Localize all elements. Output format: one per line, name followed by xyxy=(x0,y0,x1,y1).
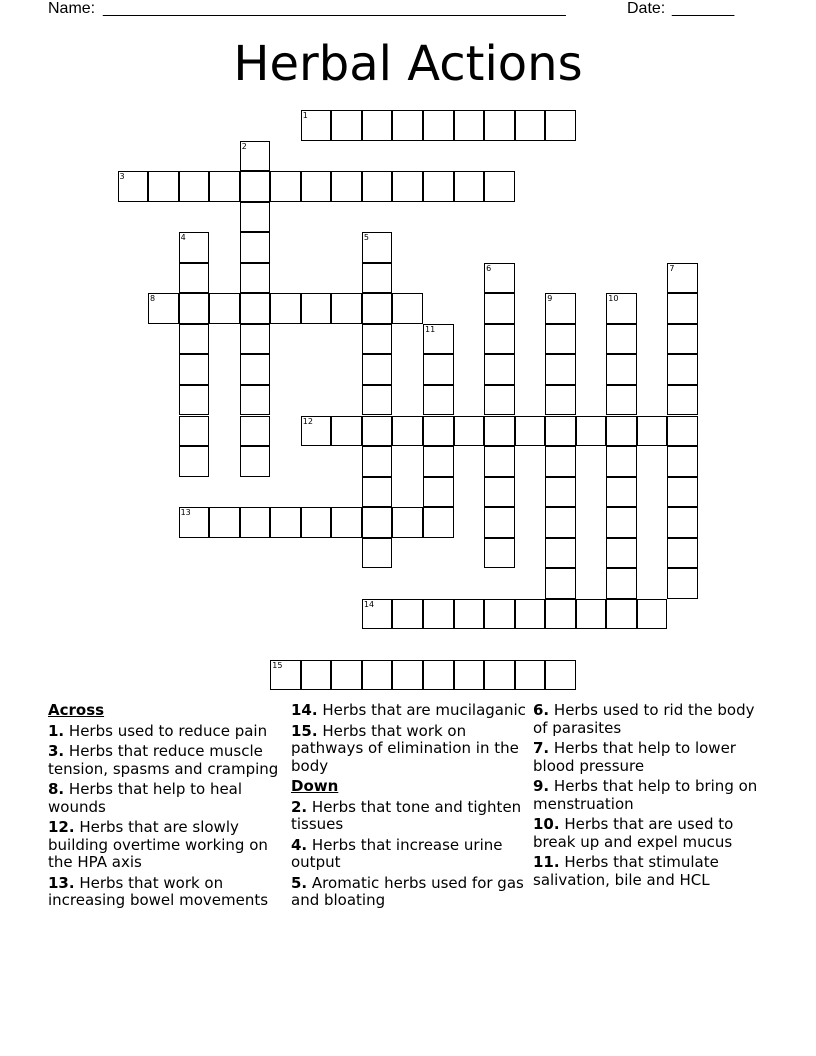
grid-cell[interactable] xyxy=(484,293,515,324)
down-heading: Down xyxy=(291,777,339,795)
grid-cell[interactable] xyxy=(362,507,393,538)
clue-across-8: 8. Herbs that help to heal wounds xyxy=(48,780,243,816)
clue-number: 14 xyxy=(363,599,375,609)
grid-cell[interactable] xyxy=(209,507,240,538)
grid-cell[interactable] xyxy=(362,599,393,630)
grid-cell[interactable] xyxy=(545,324,576,355)
grid-cell[interactable] xyxy=(515,416,546,447)
grid-cell[interactable] xyxy=(667,568,698,599)
grid-cell[interactable] xyxy=(606,293,637,324)
grid-cell[interactable] xyxy=(331,293,362,324)
grid-cell[interactable] xyxy=(606,599,637,630)
grid-cell[interactable] xyxy=(606,568,637,599)
grid-cell[interactable] xyxy=(179,446,210,477)
grid-cell[interactable] xyxy=(545,568,576,599)
clue-down-10: 10. Herbs that are used to break up and expel mucus xyxy=(533,815,734,851)
grid-cell[interactable] xyxy=(545,477,576,508)
grid-cell[interactable] xyxy=(606,477,637,508)
grid-cell[interactable] xyxy=(484,385,515,416)
grid-cell[interactable] xyxy=(240,202,271,233)
grid-cell[interactable] xyxy=(423,385,454,416)
grid-cell[interactable] xyxy=(179,354,210,385)
grid-cell[interactable] xyxy=(362,171,393,202)
grid-cell[interactable] xyxy=(606,446,637,477)
grid-cell[interactable] xyxy=(392,110,423,141)
grid-cell[interactable] xyxy=(331,110,362,141)
grid-cell[interactable] xyxy=(423,171,454,202)
grid-cell[interactable] xyxy=(240,263,271,294)
clue-across-13: 13. Herbs that work on increasing bowel movements xyxy=(48,873,269,909)
grid-cell[interactable] xyxy=(454,110,485,141)
name-label: Name: xyxy=(48,0,96,17)
grid-cell[interactable] xyxy=(301,110,332,141)
grid-cell[interactable] xyxy=(484,538,515,569)
grid-cell[interactable] xyxy=(576,416,607,447)
grid-cell[interactable] xyxy=(362,110,393,141)
grid-cell[interactable] xyxy=(515,660,546,691)
grid-cell[interactable] xyxy=(179,232,210,263)
grid-cell[interactable] xyxy=(454,171,485,202)
clue-down-4: 4. Herbs that increase urine output xyxy=(291,835,503,871)
grid-cell[interactable] xyxy=(331,416,362,447)
grid-cell[interactable] xyxy=(484,263,515,294)
clue-down-2: 2. Herbs that tone and tighten tissues xyxy=(291,797,522,833)
grid-cell[interactable] xyxy=(331,507,362,538)
grid-cell[interactable] xyxy=(301,293,332,324)
grid-cell[interactable] xyxy=(423,507,454,538)
grid-cell[interactable] xyxy=(240,507,271,538)
clues-section xyxy=(0,702,816,982)
grid-cell[interactable] xyxy=(637,416,668,447)
clue-down-9: 9. Herbs that help to bring on menstruation xyxy=(533,777,758,813)
grid-cell[interactable] xyxy=(240,416,271,447)
grid-cell[interactable] xyxy=(545,416,576,447)
clue-number: 8 xyxy=(150,294,156,304)
grid-cell[interactable] xyxy=(423,599,454,630)
clue-number: 7 xyxy=(669,263,675,273)
clue-down-7: 7. Herbs that help to lower blood pressure xyxy=(533,739,736,775)
grid-cell[interactable] xyxy=(362,354,393,385)
grid-cell[interactable] xyxy=(484,446,515,477)
grid-cell[interactable] xyxy=(545,446,576,477)
grid-cell[interactable] xyxy=(301,660,332,691)
grid-cell[interactable] xyxy=(667,385,698,416)
grid-cell[interactable] xyxy=(545,354,576,385)
grid-cell[interactable] xyxy=(179,293,210,324)
clue-down-5: 5. Aromatic herbs used for gas and bloating xyxy=(291,873,524,909)
clues-column-2 xyxy=(291,702,531,913)
grid-cell[interactable] xyxy=(423,324,454,355)
grid-cell[interactable] xyxy=(270,171,301,202)
date-label: Date: xyxy=(627,0,666,17)
clues-column-3 xyxy=(533,702,773,892)
grid-cell[interactable] xyxy=(515,110,546,141)
grid-cell[interactable] xyxy=(667,324,698,355)
grid-cell[interactable] xyxy=(362,232,393,263)
grid-cell[interactable] xyxy=(392,293,423,324)
grid-cell[interactable] xyxy=(423,477,454,508)
grid-cell[interactable] xyxy=(423,660,454,691)
grid-cell[interactable] xyxy=(545,538,576,569)
grid-cell[interactable] xyxy=(240,171,271,202)
grid-cell[interactable] xyxy=(392,416,423,447)
clues-column-1 xyxy=(48,702,288,913)
grid-cell[interactable] xyxy=(484,507,515,538)
grid-cell[interactable] xyxy=(545,660,576,691)
grid-cell[interactable] xyxy=(392,599,423,630)
grid-cell[interactable] xyxy=(392,171,423,202)
grid-cell[interactable] xyxy=(545,293,576,324)
grid-cell[interactable] xyxy=(240,385,271,416)
grid-cell[interactable] xyxy=(606,324,637,355)
clue-across-1: 1. Herbs used to reduce pain xyxy=(48,721,268,740)
grid-cell[interactable] xyxy=(667,354,698,385)
grid-cell[interactable] xyxy=(240,354,271,385)
clue-down-11: 11. Herbs that stimulate salivation, bile and HCL xyxy=(533,853,719,889)
grid-cell[interactable] xyxy=(667,538,698,569)
grid-cell[interactable] xyxy=(209,171,240,202)
page-title: Herbal Actions xyxy=(233,36,583,92)
clue-number: 13 xyxy=(180,508,191,518)
grid-cell[interactable] xyxy=(179,324,210,355)
grid-cell[interactable] xyxy=(240,324,271,355)
grid-cell[interactable] xyxy=(515,599,546,630)
grid-cell[interactable] xyxy=(667,416,698,447)
grid-cell[interactable] xyxy=(362,446,393,477)
grid-cell[interactable] xyxy=(240,446,271,477)
across-heading: Across xyxy=(48,701,105,719)
grid-cell[interactable] xyxy=(484,477,515,508)
grid-cell[interactable] xyxy=(362,324,393,355)
grid-cell[interactable] xyxy=(301,171,332,202)
grid-cell[interactable] xyxy=(270,507,301,538)
grid-cell[interactable] xyxy=(179,507,210,538)
grid-cell[interactable] xyxy=(637,599,668,630)
grid-cell[interactable] xyxy=(301,416,332,447)
clue-across-3: 3. Herbs that reduce muscle tension, spasms and cramping xyxy=(48,742,279,778)
grid-cell[interactable] xyxy=(240,141,271,172)
name-field[interactable]: ____________________________________________________ xyxy=(103,0,566,17)
grid-cell[interactable] xyxy=(362,263,393,294)
grid-cell[interactable] xyxy=(545,599,576,630)
grid-cell[interactable] xyxy=(423,354,454,385)
grid-cell[interactable] xyxy=(179,263,210,294)
clue-number: 6 xyxy=(486,263,492,273)
clue-across-15: 15. Herbs that work on pathways of elimination in the body xyxy=(291,721,519,775)
grid-cell[interactable] xyxy=(454,660,485,691)
grid-cell[interactable] xyxy=(331,171,362,202)
grid-cell[interactable] xyxy=(606,416,637,447)
grid-cell[interactable] xyxy=(362,538,393,569)
clue-number: 1 xyxy=(302,111,308,120)
clue-down-6: 6. Herbs used to rid the body of parasites xyxy=(533,701,755,737)
grid-cell[interactable] xyxy=(362,416,393,447)
grid-cell[interactable] xyxy=(484,599,515,630)
grid-cell[interactable] xyxy=(667,507,698,538)
grid-cell[interactable] xyxy=(667,293,698,324)
grid-cell[interactable] xyxy=(392,660,423,691)
grid-cell[interactable] xyxy=(606,538,637,569)
clue-number: 5 xyxy=(363,233,369,243)
grid-cell[interactable] xyxy=(270,660,301,691)
clue-across-12: 12. Herbs that are slowly building overtime working on the HPA axis xyxy=(48,818,268,871)
grid-cell[interactable] xyxy=(667,446,698,477)
grid-cell[interactable] xyxy=(484,416,515,447)
grid-cell[interactable] xyxy=(606,354,637,385)
grid-cell[interactable] xyxy=(362,660,393,691)
grid-cell[interactable] xyxy=(667,477,698,508)
grid-cell[interactable] xyxy=(240,293,271,324)
grid-cell[interactable] xyxy=(484,110,515,141)
grid-cell[interactable] xyxy=(423,110,454,141)
grid-cell[interactable] xyxy=(454,599,485,630)
grid-cell[interactable] xyxy=(392,507,423,538)
grid-cell[interactable] xyxy=(606,385,637,416)
grid-cell[interactable] xyxy=(454,416,485,447)
grid-cell[interactable] xyxy=(484,354,515,385)
grid-cell[interactable] xyxy=(545,385,576,416)
clue-number: 3 xyxy=(119,172,125,182)
grid-cell[interactable] xyxy=(576,599,607,630)
grid-cell[interactable] xyxy=(484,324,515,355)
grid-cell[interactable] xyxy=(148,171,179,202)
grid-cell[interactable] xyxy=(484,660,515,691)
grid-cell[interactable] xyxy=(240,232,271,263)
grid-cell[interactable] xyxy=(179,385,210,416)
grid-cell[interactable] xyxy=(423,446,454,477)
clue-number: 15 xyxy=(272,660,283,670)
grid-cell[interactable] xyxy=(270,293,301,324)
grid-cell[interactable] xyxy=(362,293,393,324)
grid-cell[interactable] xyxy=(484,171,515,202)
grid-cell[interactable] xyxy=(118,171,149,202)
grid-cell[interactable] xyxy=(179,416,210,447)
grid-cell[interactable] xyxy=(606,507,637,538)
clue-number: 9 xyxy=(547,294,553,304)
grid-cell[interactable] xyxy=(331,660,362,691)
grid-cell[interactable] xyxy=(209,293,240,324)
grid-cell[interactable] xyxy=(423,416,454,447)
grid-cell[interactable] xyxy=(362,477,393,508)
grid-cell[interactable] xyxy=(667,263,698,294)
grid-cell[interactable] xyxy=(179,171,210,202)
date-field[interactable]: _______ xyxy=(672,0,735,17)
clue-number: 11 xyxy=(425,324,436,334)
clue-number: 10 xyxy=(608,294,619,304)
clue-across-14: 14. Herbs that are mucilaganic xyxy=(291,701,526,719)
grid-cell[interactable] xyxy=(148,293,179,324)
clue-number: 12 xyxy=(302,416,313,426)
clue-number: 4 xyxy=(180,233,186,243)
clue-number: 2 xyxy=(241,141,247,151)
grid-cell[interactable] xyxy=(362,385,393,416)
grid-cell[interactable] xyxy=(301,507,332,538)
grid-cell[interactable] xyxy=(545,507,576,538)
grid-cell[interactable] xyxy=(545,110,576,141)
